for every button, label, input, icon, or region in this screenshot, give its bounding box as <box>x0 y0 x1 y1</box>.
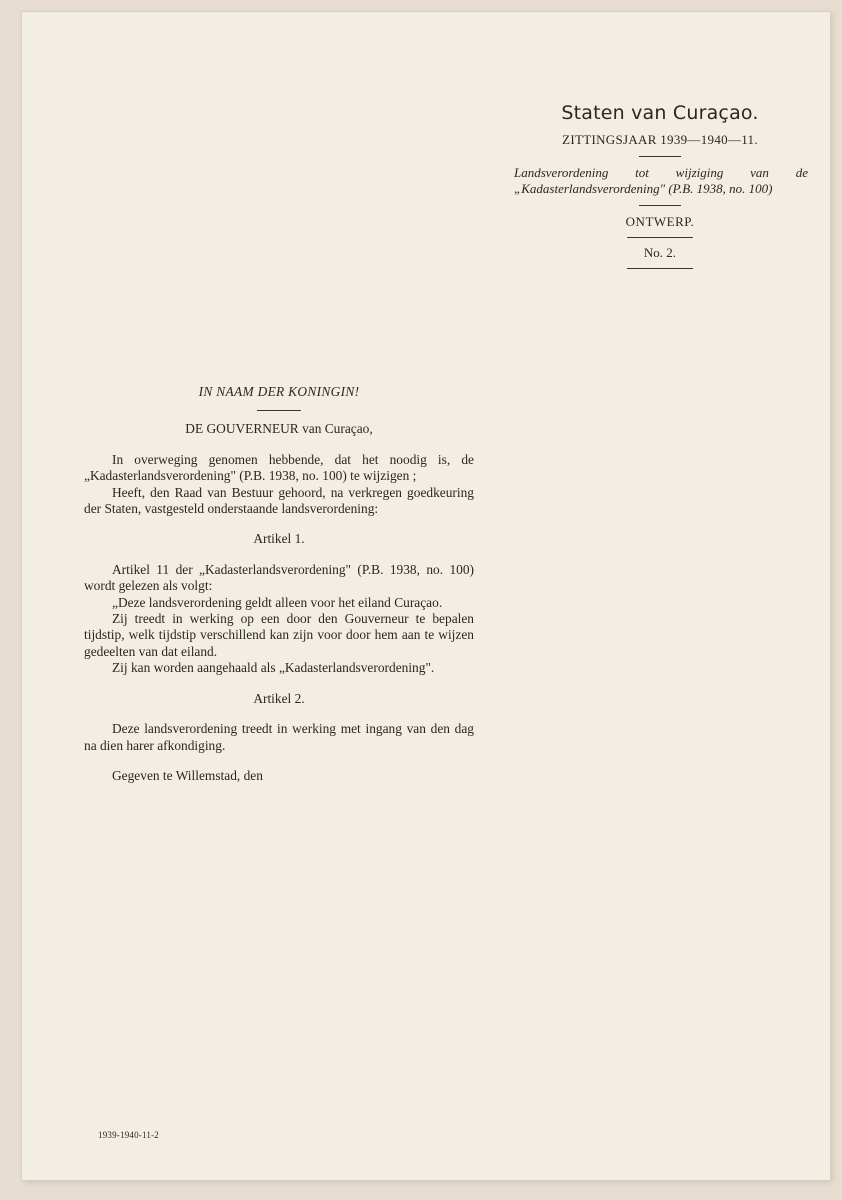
divider <box>627 237 693 238</box>
closing-line: Gegeven te Willemstad, den <box>112 767 263 783</box>
divider <box>627 268 693 269</box>
divider <box>639 156 681 157</box>
consideration-paragraph: In overweging genomen hebbende, dat het noodig is, de „Kadasterlandsverordening" (P.B. 1938, no. 100) te wijzigen ; <box>84 451 474 484</box>
draft-label: ONTWERP. <box>625 214 695 229</box>
article-2-title: Artikel 2. <box>253 690 305 706</box>
document-page <box>22 12 830 1180</box>
document-title: Staten van Curaçao. <box>561 102 759 124</box>
document-body <box>84 384 474 784</box>
ordinance-subject: Landsverordening tot wijziging van de „Kadasterlandsverordening" (P.B. 1938, no. 100) <box>514 165 808 196</box>
article-2-text: Deze landsverordening treedt in werking met ingang van den dag na dien harer afkondiging. <box>84 721 474 753</box>
enactment-paragraph: Heeft, den Raad van Bestuur gehoord, na verkregen goedkeuring der Staten, vastgesteld onderstaande landsverordening: <box>84 484 474 517</box>
article-1-title: Artikel 1. <box>253 531 305 547</box>
divider <box>257 410 301 411</box>
preamble-heading: IN NAAM DER KONINGIN! <box>198 384 360 399</box>
article-1-intro: Artikel 11 der „Kadasterlandsverordening" (P.B. 1938, no. 100) wordt gelezen als volgt: <box>84 561 474 594</box>
session-year: ZITTINGSJAAR 1939—1940—11. <box>562 132 758 147</box>
article-1-line: Zij treedt in werking op een door den Gouverneur te bepalen tijdstip, welk tijdstip verschillend kan zijn voor door hem aan te wijzen gedeelten van dat eiland. <box>84 611 474 659</box>
document-header <box>512 102 808 276</box>
article-1-line: Zij kan worden aangehaald als „Kadasterlandsverordening". <box>112 660 435 676</box>
document-code: 1939-1940-11-2 <box>98 1130 159 1140</box>
divider <box>639 205 681 206</box>
article-1-line: „Deze landsverordening geldt alleen voor het eiland Curaçao. <box>112 594 443 610</box>
document-number: No. 2. <box>643 245 677 260</box>
governor-line: DE GOUVERNEUR van Curaçao, <box>185 421 373 437</box>
